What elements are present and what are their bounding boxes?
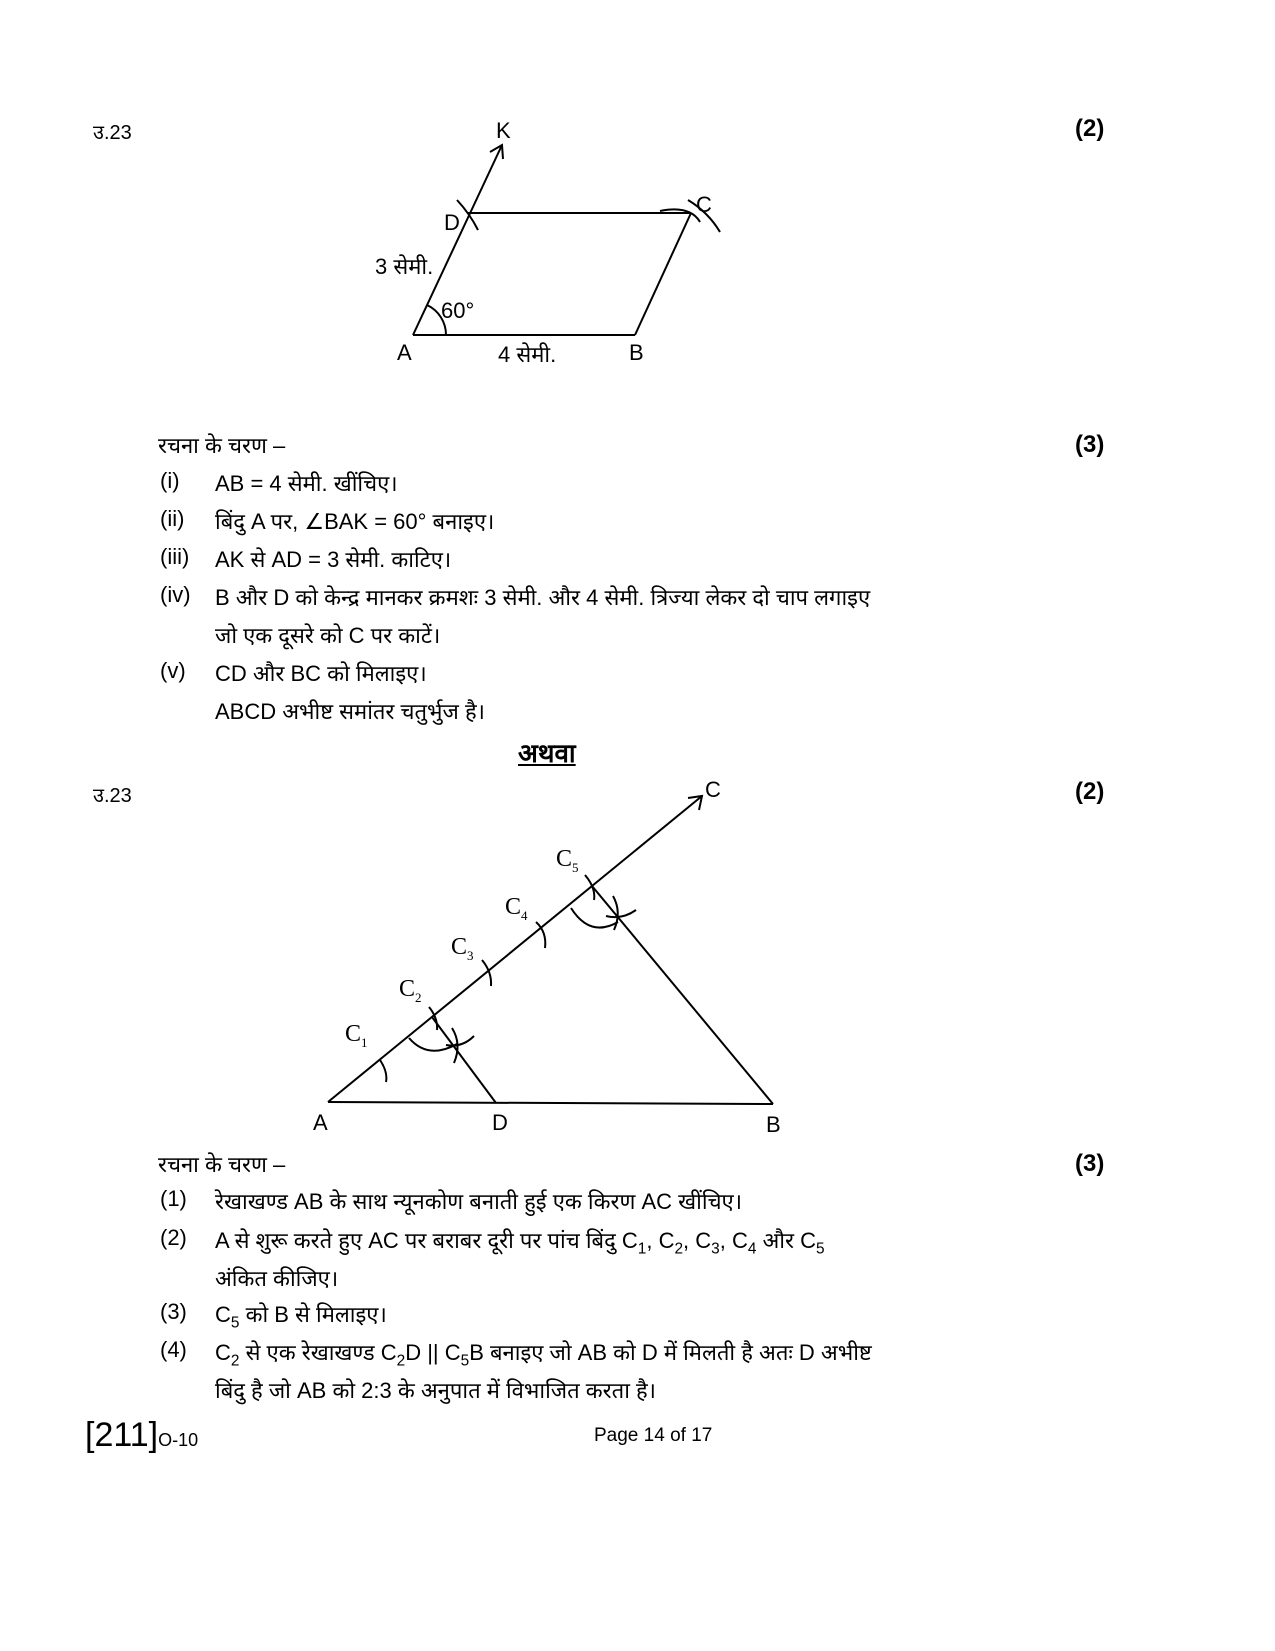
label-k: K <box>496 118 511 143</box>
step-text: $C_2$ से एक रेखाखण्ड $C_2D$ || $C_5B$ बनाइए जो AB को D में मिलती है अतः D अभीष्ट <box>215 1340 872 1370</box>
step-text: CD और BC को मिलाइए। <box>215 661 427 686</box>
paper-code <box>85 1416 198 1455</box>
step-number: (iv) <box>160 582 191 607</box>
angle-label: 60° <box>441 298 475 323</box>
side-ab-length: 4 सेमी. <box>498 342 557 367</box>
side-ad-length: 3 सेमी. <box>375 254 434 279</box>
label-c3: $C_3$ <box>451 934 474 963</box>
label-c4: $C_4$ <box>505 894 528 923</box>
label-d: D <box>492 1110 508 1135</box>
or-heading: अथवा <box>518 738 576 768</box>
arc-at-c-1 <box>660 209 700 222</box>
step-text: A से शुरू करते हुए AC पर बराबर दूरी पर पांच बिंदु $C_1$, $C_2$, $C_3$, $C_4$ और $C_5$ <box>215 1228 825 1258</box>
step-number: (v) <box>160 658 186 683</box>
steps-marks: (3) <box>1075 431 1105 458</box>
label-a: A <box>397 340 412 365</box>
step-number: (4) <box>160 1337 187 1362</box>
label-a: A <box>313 1110 328 1135</box>
tick-c1 <box>380 1060 386 1082</box>
ray-ac <box>328 796 702 1102</box>
step-text-continued: बिंदु है जो AB को 2:3 के अनुपात में विभाजित करता है। <box>215 1378 657 1403</box>
label-c1: $C_1$ <box>345 1021 368 1050</box>
paper-code-sub: O-10 <box>158 1430 199 1450</box>
steps-heading: रचना के चरण – <box>158 433 286 458</box>
step-number: (1) <box>160 1186 187 1211</box>
segment-ab <box>328 1102 773 1104</box>
question-number: उ.23 <box>93 122 132 144</box>
step-number: (iii) <box>160 544 190 569</box>
parallelogram-figure <box>0 0 1275 420</box>
question-number: उ.23 <box>93 785 132 807</box>
step-number: (ii) <box>160 506 185 531</box>
step-number: (i) <box>160 468 180 493</box>
step-text: AB = 4 सेमी. खींचिए। <box>215 471 398 496</box>
segment-c5b <box>592 886 773 1104</box>
conclusion-text: ABCD अभीष्ट समांतर चतुर्भुज है। <box>215 699 485 724</box>
side-bc <box>635 213 691 335</box>
page-number: Page 14 of 17 <box>594 1425 713 1446</box>
step-number: (2) <box>160 1225 187 1250</box>
steps-heading: रचना के चरण – <box>158 1152 286 1177</box>
step-text: B और D को केन्द्र मानकर क्रमशः 3 सेमी. और 4 सेमी. त्रिज्या लेकर दो चाप लगाइए <box>215 585 871 610</box>
step-text: AK से AD = 3 सेमी. काटिए। <box>215 547 452 572</box>
label-d: D <box>444 210 460 235</box>
step-text: $C_5$ को B से मिलाइए। <box>215 1302 387 1332</box>
label-c: C <box>705 777 721 802</box>
figure-marks: (2) <box>1075 115 1105 142</box>
figure-marks: (2) <box>1075 778 1105 805</box>
step-text: रेखाखण्ड AB के साथ न्यूनकोण बनाती हुई एक किरण AC खींचिए। <box>215 1189 743 1214</box>
paper-code-main: [211] <box>85 1416 159 1454</box>
label-b: B <box>629 340 644 365</box>
step-text: बिंदु A पर, ∠BAK = 60° बनाइए। <box>215 509 495 534</box>
copy-arc-c5b <box>606 910 636 917</box>
division-figure <box>0 760 1275 1150</box>
step-text-continued: जो एक दूसरे को C पर काटें। <box>215 623 441 648</box>
label-c: C <box>696 192 712 217</box>
label-b: B <box>766 1112 781 1137</box>
label-c2: $C_2$ <box>399 976 422 1005</box>
label-c5: $C_5$ <box>556 846 579 875</box>
step-number: (3) <box>160 1299 187 1324</box>
segment-c2d <box>432 1017 496 1103</box>
steps-marks: (3) <box>1075 1150 1105 1177</box>
step-text-continued: अंकित कीजिए। <box>215 1266 339 1291</box>
